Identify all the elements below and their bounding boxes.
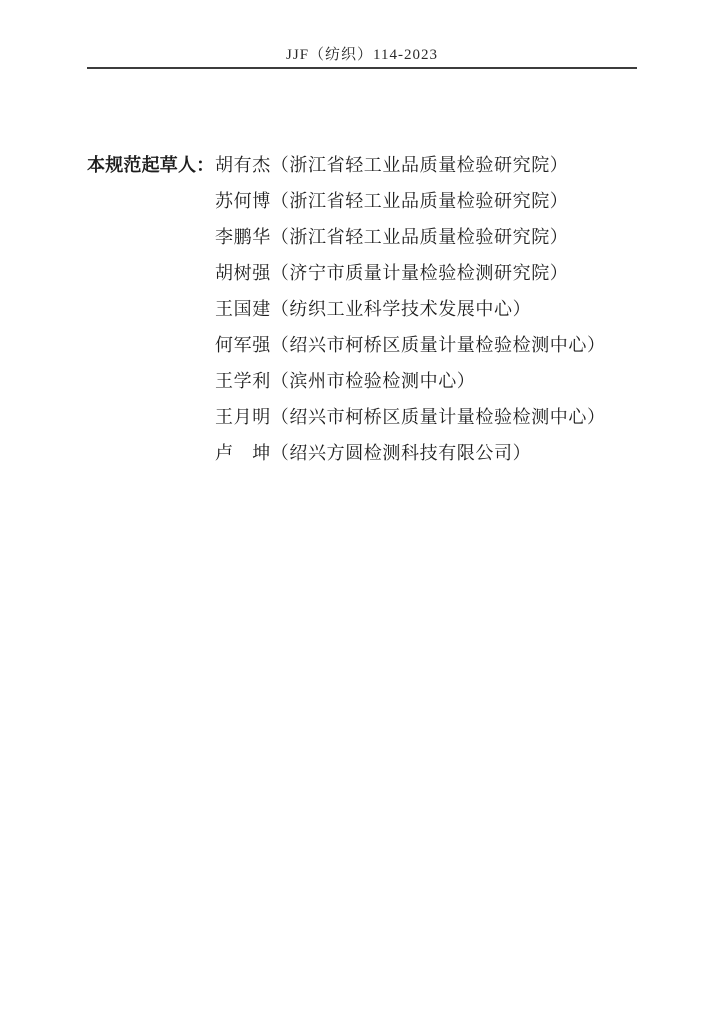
drafters-section: [87, 147, 647, 471]
drafters-label: 本规范起草人：: [87, 155, 215, 175]
drafter-entry: 王学利（滨州市检验检测中心）: [215, 371, 476, 391]
drafter-entry: 苏何博（浙江省轻工业品质量检验研究院）: [215, 191, 569, 211]
drafter-entry: 王国建（纺织工业科学技术发展中心）: [215, 299, 532, 319]
header-document-number: JJF（纺织）114-2023: [286, 47, 438, 63]
drafter-entry: 胡有杰（浙江省轻工业品质量检验研究院）: [215, 155, 569, 175]
drafter-entry: 胡树强（济宁市质量计量检验检测研究院）: [215, 263, 569, 283]
header-rule: [87, 67, 637, 69]
drafter-entry: 李鹏华（浙江省轻工业品质量检验研究院）: [215, 227, 569, 247]
drafter-entry: 卢 坤（绍兴方圆检测科技有限公司）: [215, 443, 532, 463]
drafter-row: [87, 147, 647, 183]
drafter-entry: 何军强（绍兴市柯桥区质量计量检验检测中心）: [215, 335, 606, 355]
drafter-entry: 王月明（绍兴市柯桥区质量计量检验检测中心）: [215, 407, 606, 427]
